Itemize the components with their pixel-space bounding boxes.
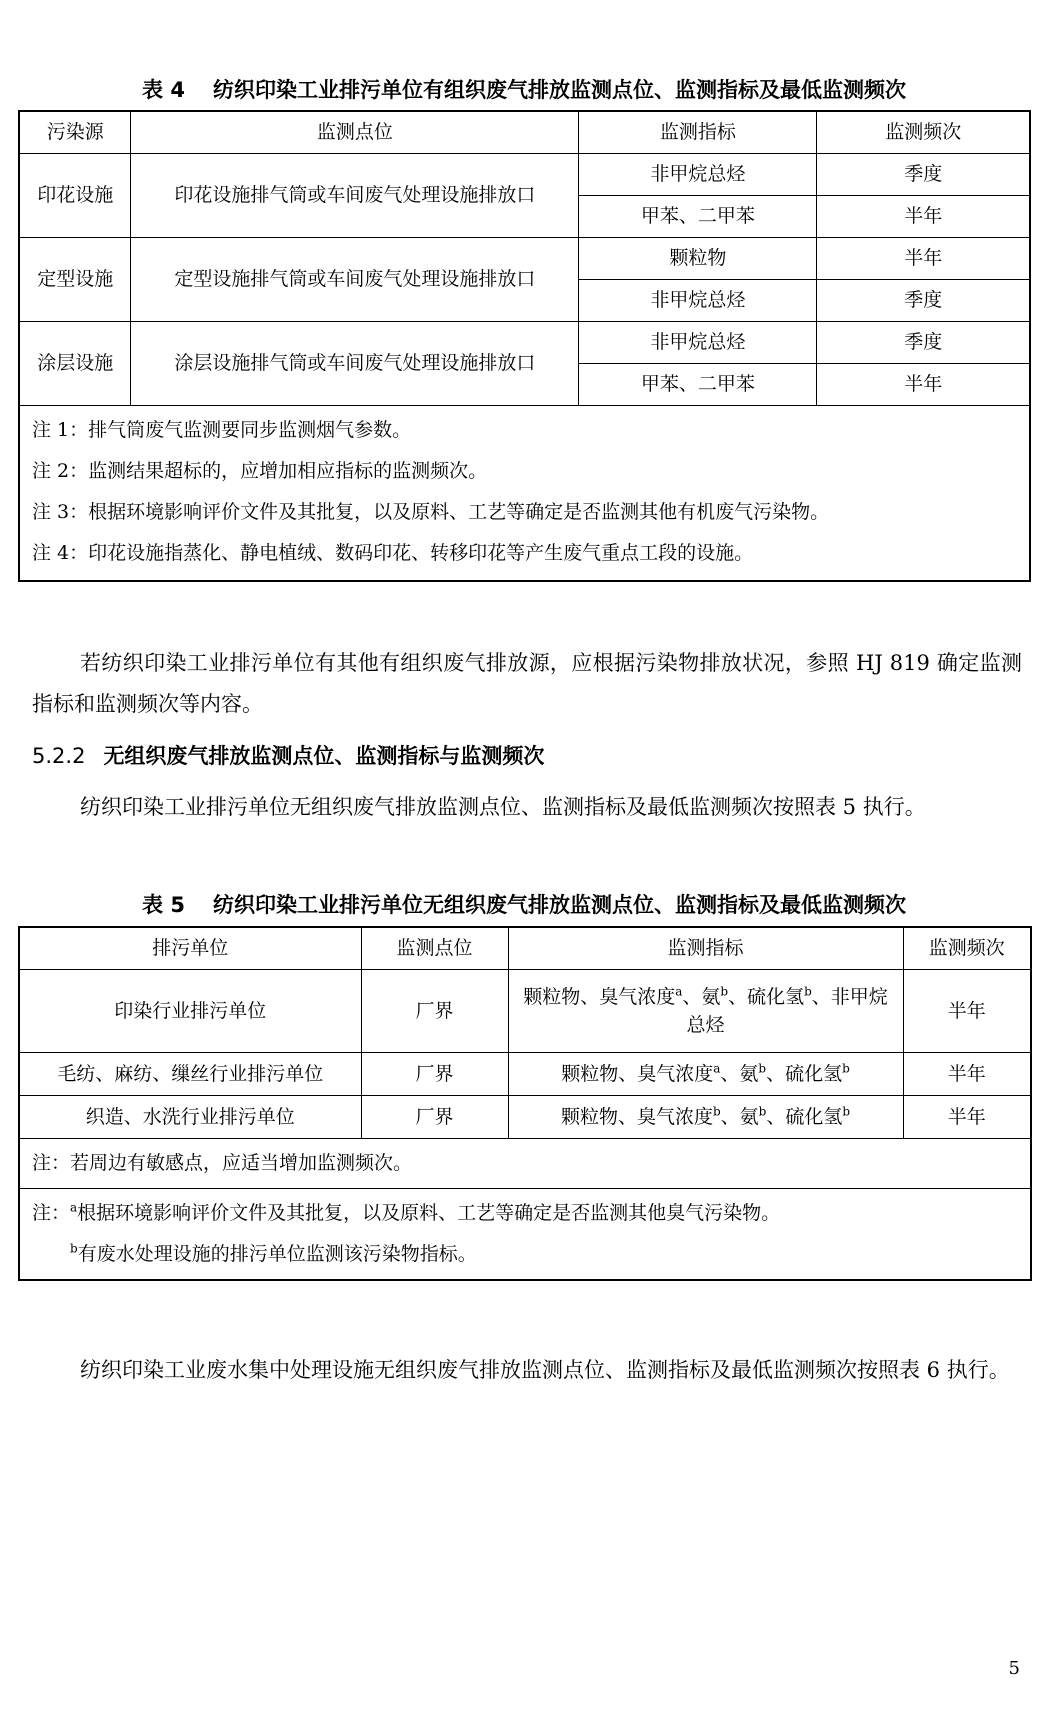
- table5-indicator-cell: [508, 1096, 903, 1139]
- indicator-text: 、氨: [720, 1062, 759, 1085]
- table4-note: 注 2：监测结果超标的，应增加相应指标的监测频次。: [32, 460, 488, 482]
- table4-row: [19, 238, 1030, 280]
- table4-frequency-cell: 半年: [817, 196, 1030, 238]
- table5-frequency-cell: 半年: [903, 1053, 1031, 1096]
- table4-source-cell: 定型设施: [19, 238, 131, 322]
- table4-notes-row: [19, 406, 1030, 582]
- footnote-mark: b: [758, 1104, 767, 1119]
- table4-frequency-cell: 季度: [817, 322, 1030, 364]
- table4-caption: [0, 74, 1048, 104]
- indicator-text: 颗粒物、臭气浓度: [523, 985, 676, 1008]
- table4-caption-title: 纺织印染工业排污单位有组织废气排放监测点位、监测指标及最低监测频次: [212, 78, 906, 102]
- note-prefix: 注：: [32, 1202, 71, 1224]
- table5: [18, 926, 1032, 1281]
- footnote-mark: b: [758, 1061, 767, 1076]
- table4-note: 注 1：排气筒废气监测要同步监测烟气参数。: [32, 419, 412, 441]
- indicator-text: 颗粒物、臭气浓度: [561, 1062, 714, 1085]
- table5-point-cell: 厂界: [361, 1053, 508, 1096]
- table5-row: [19, 1053, 1031, 1096]
- table4-frequency-cell: 季度: [817, 280, 1030, 322]
- footnote-mark: b: [804, 984, 812, 999]
- footnote-text: 根据环境影响评价文件及其批复，以及原料、工艺等确定是否监测其他臭气污染物。: [77, 1202, 781, 1224]
- table4-source-cell: 涂层设施: [19, 322, 131, 406]
- indicator-text: 、氨: [682, 985, 721, 1008]
- table4-header-indicator: 监测指标: [579, 111, 817, 154]
- table4-frequency-cell: 季度: [817, 154, 1030, 196]
- paragraph-table5-intro: 纺织印染工业排污单位无组织废气排放监测点位、监测指标及最低监测频次按照表 5 执行。: [80, 795, 926, 819]
- table5-header-point: 监测点位: [361, 927, 508, 970]
- table5-footnote-row: [19, 1189, 1031, 1281]
- footnote-mark: a: [713, 1061, 721, 1076]
- table5-indicator-cell: [508, 1053, 903, 1096]
- table5-header-indicator: 监测指标: [508, 927, 903, 970]
- table5-caption-number: 表 5: [142, 893, 185, 917]
- table5-header-row: [19, 927, 1031, 970]
- footnote-mark: b: [712, 1104, 721, 1119]
- table4-frequency-cell: 半年: [817, 238, 1030, 280]
- table4-header-frequency: 监测频次: [817, 111, 1030, 154]
- table5-footnotes-cell: [19, 1189, 1031, 1281]
- indicator-text: 、氨: [720, 1105, 759, 1128]
- table5-header-frequency: 监测频次: [903, 927, 1031, 970]
- table5-unit-cell: 印染行业排污单位: [19, 970, 361, 1053]
- table5-note-row: [19, 1139, 1031, 1189]
- table4-notes-cell: [19, 406, 1030, 582]
- page-number: 5: [1008, 1658, 1020, 1679]
- table4-indicator-cell: 甲苯、二甲苯: [579, 196, 817, 238]
- table5-frequency-cell: 半年: [903, 970, 1031, 1053]
- section-title: 无组织废气排放监测点位、监测指标与监测频次: [103, 744, 545, 768]
- table5-point-cell: 厂界: [361, 1096, 508, 1139]
- table4-source-cell: 印花设施: [19, 154, 131, 238]
- section-heading: [32, 740, 544, 770]
- table4-header-row: [19, 111, 1030, 154]
- table5-note: 注：若周边有敏感点，应适当增加监测频次。: [32, 1152, 413, 1174]
- table5-footnote-a: [32, 1193, 1018, 1234]
- table4-row: [19, 154, 1030, 196]
- table4-indicator-cell: 甲苯、二甲苯: [579, 364, 817, 406]
- table4-row: [19, 322, 1030, 364]
- table5-header-unit: 排污单位: [19, 927, 361, 970]
- table4-header-point: 监测点位: [131, 111, 579, 154]
- table4-indicator-cell: 非甲烷总烃: [579, 280, 817, 322]
- footnote-mark: b: [842, 1104, 851, 1119]
- table5-footnote-b: [32, 1234, 1018, 1275]
- table4-note: 注 4：印花设施指蒸化、静电植绒、数码印花、转移印花等产生废气重点工段的设施。: [32, 542, 754, 564]
- table5-row: [19, 970, 1031, 1053]
- table4: [18, 110, 1031, 582]
- table4-point-cell: 印花设施排气筒或车间废气处理设施排放口: [131, 154, 579, 238]
- indicator-text: 、硫化氢: [728, 985, 805, 1008]
- table4-caption-number: 表 4: [142, 78, 185, 102]
- footnote-text: 有废水处理设施的排污单位监测该污染物指标。: [77, 1243, 477, 1265]
- footnote-mark: b: [720, 984, 729, 999]
- indicator-text: 颗粒物、臭气浓度: [560, 1105, 713, 1128]
- table5-indicator-cell: [508, 970, 903, 1053]
- table5-caption: [0, 889, 1048, 919]
- indicator-text: 、硫化氢: [766, 1105, 843, 1128]
- table4-indicator-cell: 非甲烷总烃: [579, 154, 817, 196]
- table4-note: 注 3：根据环境影响评价文件及其批复，以及原料、工艺等确定是否监测其他有机废气污染物。: [32, 501, 830, 523]
- table4-point-cell: 涂层设施排气筒或车间废气处理设施排放口: [131, 322, 579, 406]
- table5-row: [19, 1096, 1031, 1139]
- paragraph-other-sources: 若纺织印染工业排污单位有其他有组织废气排放源，应根据污染物排放状况，参照 HJ 819 确定监测指标和监测频次等内容。: [32, 651, 1022, 716]
- table5-unit-cell: 织造、水洗行业排污单位: [19, 1096, 361, 1139]
- table4-indicator-cell: 非甲烷总烃: [579, 322, 817, 364]
- table5-unit-cell: 毛纺、麻纺、缫丝行业排污单位: [19, 1053, 361, 1096]
- table5-note1-cell: [19, 1139, 1031, 1189]
- table4-header-source: 污染源: [19, 111, 131, 154]
- table4-indicator-cell: 颗粒物: [579, 238, 817, 280]
- footnote-mark: a: [675, 984, 683, 999]
- paragraph-table6-intro: 纺织印染工业废水集中处理设施无组织废气排放监测点位、监测指标及最低监测频次按照表 6 执行。: [80, 1358, 1010, 1382]
- footnote-mark: b: [842, 1061, 850, 1076]
- table4-frequency-cell: 半年: [817, 364, 1030, 406]
- indicator-text: 、硫化氢: [766, 1062, 843, 1085]
- footnote-mark: b: [70, 1241, 78, 1256]
- table4-point-cell: 定型设施排气筒或车间废气处理设施排放口: [131, 238, 579, 322]
- indicator-text: 、非甲烷总烃: [686, 985, 888, 1036]
- table5-caption-title: 纺织印染工业排污单位无组织废气排放监测点位、监测指标及最低监测频次: [212, 893, 906, 917]
- footnote-mark: a: [70, 1200, 78, 1215]
- section-number: 5.2.2: [32, 744, 86, 768]
- table5-frequency-cell: 半年: [903, 1096, 1031, 1139]
- table5-point-cell: 厂界: [361, 970, 508, 1053]
